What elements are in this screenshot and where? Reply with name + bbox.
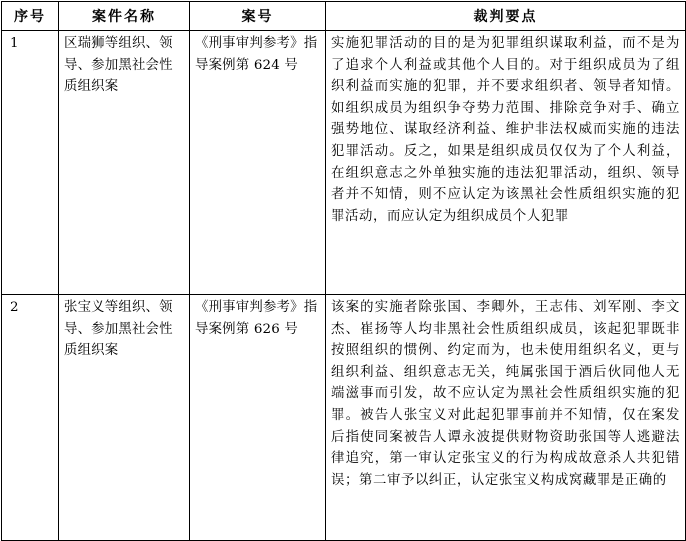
row-case-number: 《刑事审判参考》指导案例第 624 号: [190, 31, 326, 295]
table-header-row: [2, 2, 686, 31]
row-case-name: 张宝义等组织、领导、参加黑社会性质组织案: [59, 295, 190, 541]
table-row: [2, 31, 686, 295]
row-case-number: 《刑事审判参考》指导案例第 626 号: [190, 295, 326, 541]
header-case-name: 案件名称: [59, 2, 190, 31]
row-case-name: 区瑞狮等组织、领导、参加黑社会性质组织案: [59, 31, 190, 295]
header-key-points: 裁判要点: [326, 2, 686, 31]
row-key-points: 实施犯罪活动的目的是为犯罪组织谋取利益，而不是为了追求个人利益或其他个人目的。对于组织成员为了组织利益而实施的犯罪，并不要求组织者、领导者知情。如组织成员为组织争夺势力范围、排除竞争对手、确立强势地位、谋取经济利益、维护非法权威而实施的违法犯罪活动。反之，如果是组织成员仅仅为了个人利益，在组织意志之外单独实施的违法犯罪活动，组织、领导者并不知情，则不应认定为该黑社会性质组织实施的犯罪活动，而应认定为组织成员个人犯罪: [326, 31, 686, 295]
row-index: 1: [2, 31, 59, 295]
case-table: [1, 1, 686, 541]
row-index: 2: [2, 295, 59, 541]
header-index: 序号: [2, 2, 59, 31]
row-key-points: 该案的实施者除张国、李卿外，王志伟、刘军刚、李文杰、崔扬等人均非黑社会性质组织成员，该起犯罪既非按照组织的惯例、约定而为，也未使用组织名义，更与组织利益、组织意志无关，纯属张国于酒后伙同他人无端滋事而引发，故不应认定为黑社会性质组织实施的犯罪。被告人张宝义对此起犯罪事前并不知情，仅在案发后指使同案被告人谭永波提供财物资助张国等人逃避法律追究，第一审认定张宝义的行为构成故意杀人共犯错误；第二审予以纠正，认定张宝义构成窝藏罪是正确的: [326, 295, 686, 541]
table-row: [2, 295, 686, 541]
header-case-number: 案号: [190, 2, 326, 31]
